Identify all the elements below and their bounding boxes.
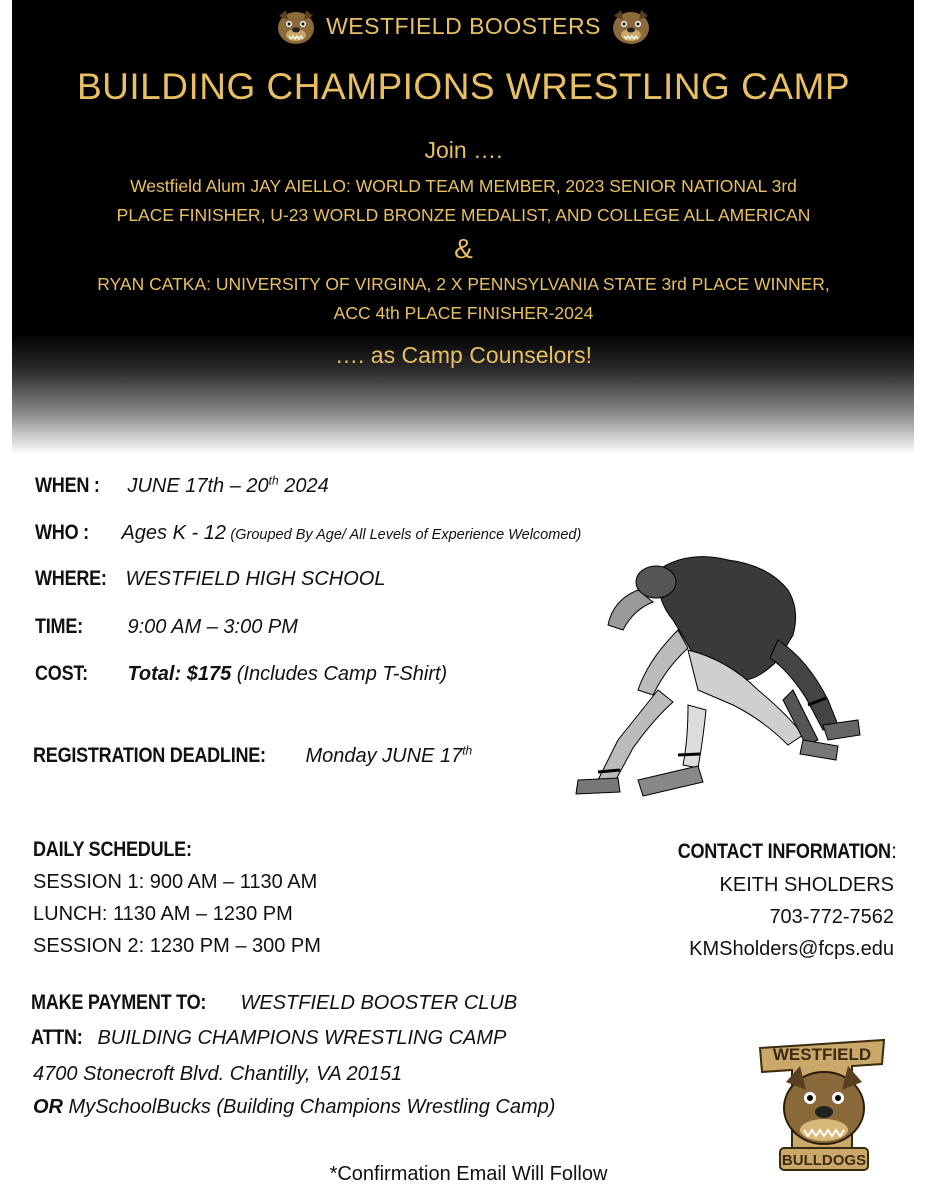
schedule-label-row xyxy=(33,838,218,862)
payment-address: 4700 Stonecroft Blvd. Chantilly, VA 20151 xyxy=(33,1063,403,1085)
cost-row xyxy=(35,662,447,686)
join-text: Join …. xyxy=(424,137,503,163)
bulldog-icon xyxy=(274,6,318,46)
where-label: WHERE: xyxy=(35,567,107,590)
where-row xyxy=(35,567,385,591)
counselor-bio-2 xyxy=(40,270,887,328)
ampersand: & xyxy=(454,233,473,264)
bio-1-line-1: Westfield Alum JAY AIELLO: WORLD TEAM MEMBER, 2023 SENIOR NATIONAL 3rd xyxy=(130,176,797,196)
cost-value: Total: $175 (Includes Camp T-Shirt) xyxy=(127,663,448,685)
schedule-label: DAILY SCHEDULE: xyxy=(33,838,192,861)
counselors-text: …. as Camp Counselors! xyxy=(335,342,592,368)
when-row xyxy=(35,473,329,498)
cost-label: COST: xyxy=(35,662,88,685)
counselor-bio-1 xyxy=(40,172,887,230)
contact-label: CONTACT INFORMATION xyxy=(678,840,892,863)
attn-value: BUILDING CHAMPIONS WRESTLING CAMP xyxy=(97,1027,507,1049)
time-value: 9:00 AM – 3:00 PM xyxy=(127,616,298,638)
boosters-title: WESTFIELD BOOSTERS xyxy=(326,12,601,39)
address-row xyxy=(33,1063,402,1086)
svg-text:BULLDOGS: BULLDOGS xyxy=(781,1152,867,1169)
deadline-value: Monday JUNE 17th xyxy=(305,743,473,767)
footer-note: *Confirmation Email Will Follow xyxy=(329,1163,608,1185)
contact-phone: 703-772-7562 xyxy=(769,906,894,928)
contact-name: KEITH SHOLDERS xyxy=(719,874,894,896)
deadline-label: REGISTRATION DEADLINE: xyxy=(33,743,266,767)
payment-row xyxy=(31,991,517,1015)
deadline-row xyxy=(33,743,472,768)
schedule-session-2: SESSION 2: 1230 PM – 300 PM xyxy=(33,935,321,957)
boosters-row xyxy=(0,6,927,46)
when-value: JUNE 17th – 20th 2024 xyxy=(127,473,329,497)
schedule-lunch: LUNCH: 1130 AM – 1230 PM xyxy=(33,903,293,925)
schedule-session-1: SESSION 1: 900 AM – 1130 AM xyxy=(33,871,318,893)
payment-label: MAKE PAYMENT TO: xyxy=(31,991,207,1014)
bio-2-line-1: RYAN CATKA: UNIVERSITY OF VIRGINA, 2 X PENNSYLVANIA STATE 3rd PLACE WINNER, xyxy=(97,274,830,294)
bio-1-line-2: PLACE FINISHER, U-23 WORLD BRONZE MEDALIST, AND COLLEGE ALL AMERICAN xyxy=(116,205,811,225)
who-note: (Grouped By Age/ All Levels of Experience Welcomed) xyxy=(230,527,582,543)
bio-2-line-2: ACC 4th PLACE FINISHER-2024 xyxy=(333,303,594,323)
attn-label: ATTN: xyxy=(31,1026,83,1049)
who-label: WHO : xyxy=(35,521,89,544)
bulldog-icon xyxy=(609,6,653,46)
contact-label-row: CONTACT INFORMATION: xyxy=(678,840,897,863)
contact-email[interactable]: KMSholders@fcps.edu xyxy=(689,938,894,960)
or-value: OR MySchoolBucks (Building Champions Wrestling Camp) xyxy=(33,1096,556,1118)
time-label: TIME: xyxy=(35,615,83,638)
wrestlers-illustration xyxy=(538,540,873,810)
or-row xyxy=(33,1096,555,1119)
camp-title: BUILDING CHAMPIONS WRESTLING CAMP xyxy=(76,66,851,107)
payment-payee: WESTFIELD BOOSTER CLUB xyxy=(240,992,518,1014)
who-value: Ages K - 12 xyxy=(121,522,226,544)
westfield-bulldogs-logo xyxy=(752,1030,892,1172)
attn-row xyxy=(31,1026,506,1050)
where-value: WESTFIELD HIGH SCHOOL xyxy=(125,568,386,590)
when-label: WHEN : xyxy=(35,473,100,497)
svg-text:WESTFIELD: WESTFIELD xyxy=(772,1045,872,1064)
time-row xyxy=(35,615,298,639)
who-row xyxy=(35,521,581,545)
